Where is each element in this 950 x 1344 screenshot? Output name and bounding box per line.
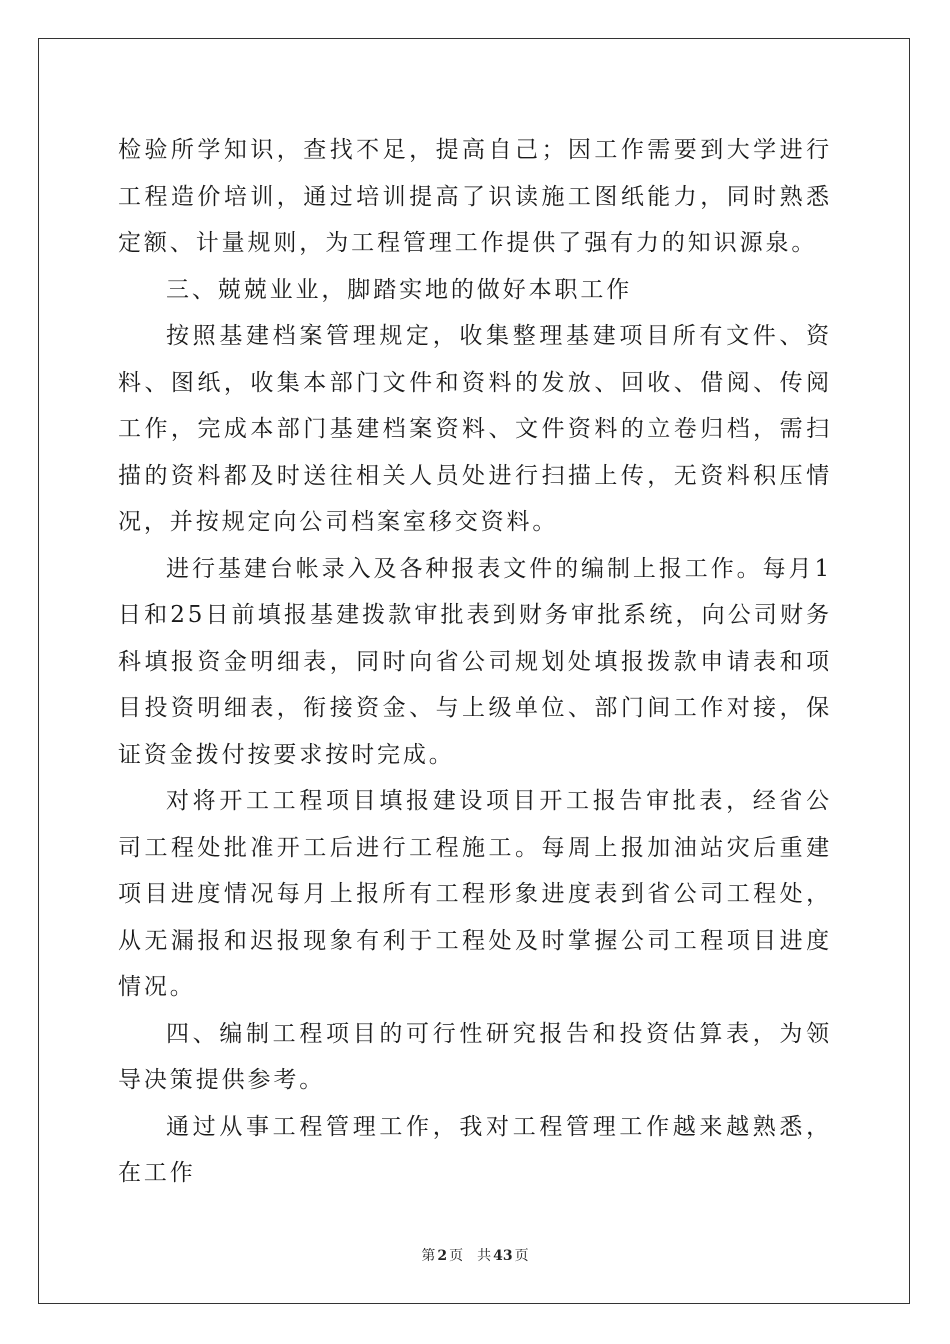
footer-page-suffix: 页: [449, 1248, 464, 1264]
paragraph-ledger: 进行基建台帐录入及各种报表文件的编制上报工作。每月1日和25日前填报基建拨款审批表到财务审批系统，向公司财务科填报资金明细表，同时向省公司规划处填报拨款申请表和项目投资明细表，衔接资金、与上级单位、部门间工作对接，保证资金拨付按要求按时完成。: [118, 555, 832, 768]
footer-total-pages: 43: [493, 1248, 513, 1264]
footer-page-number: 2: [437, 1248, 448, 1264]
footer-total-suffix: 页: [514, 1248, 529, 1264]
section-heading-3: 三、兢兢业业，脚踏实地的做好本职工作: [166, 276, 633, 303]
paragraph-archives: 按照基建档案管理规定，收集整理基建项目所有文件、资料、图纸，收集本部门文件和资料的发放、回收、借阅、传阅工作，完成本部门基建档案资料、文件资料的立卷归档，需扫描的资料都及时送往相关人员处进行扫描上传，无资料积压情况，并按规定向公司档案室移交资料。: [118, 323, 832, 535]
footer-total-prefix: 共: [477, 1248, 492, 1264]
paragraph-closing: 通过从事工程管理工作，我对工程管理工作越来越熟悉，在工作: [118, 1113, 832, 1186]
paragraph-1: 检验所学知识，查找不足，提高自己；因工作需要到大学进行工程造价培训，通过培训提高了识读施工图纸能力，同时熟悉定额、计量规则，为工程管理工作提供了强有力的知识源泉。: [118, 137, 832, 256]
paragraph-construction-start: 对将开工工程项目填报建设项目开工报告审批表，经省公司工程处批准开工后进行工程施工。每周上报加油站灾后重建项目进度情况每月上报所有工程形象进度表到省公司工程处，从无漏报和迟报现象有利于工程处及时掌握公司工程项目进度情况。: [118, 788, 832, 1000]
section-heading-4: 四、编制工程项目的可行性研究报告和投资估算表，为领导决策提供参考。: [118, 1020, 832, 1093]
page-footer: [0, 1247, 950, 1265]
document-body: [118, 127, 832, 1197]
footer-page-prefix: 第: [421, 1248, 436, 1264]
